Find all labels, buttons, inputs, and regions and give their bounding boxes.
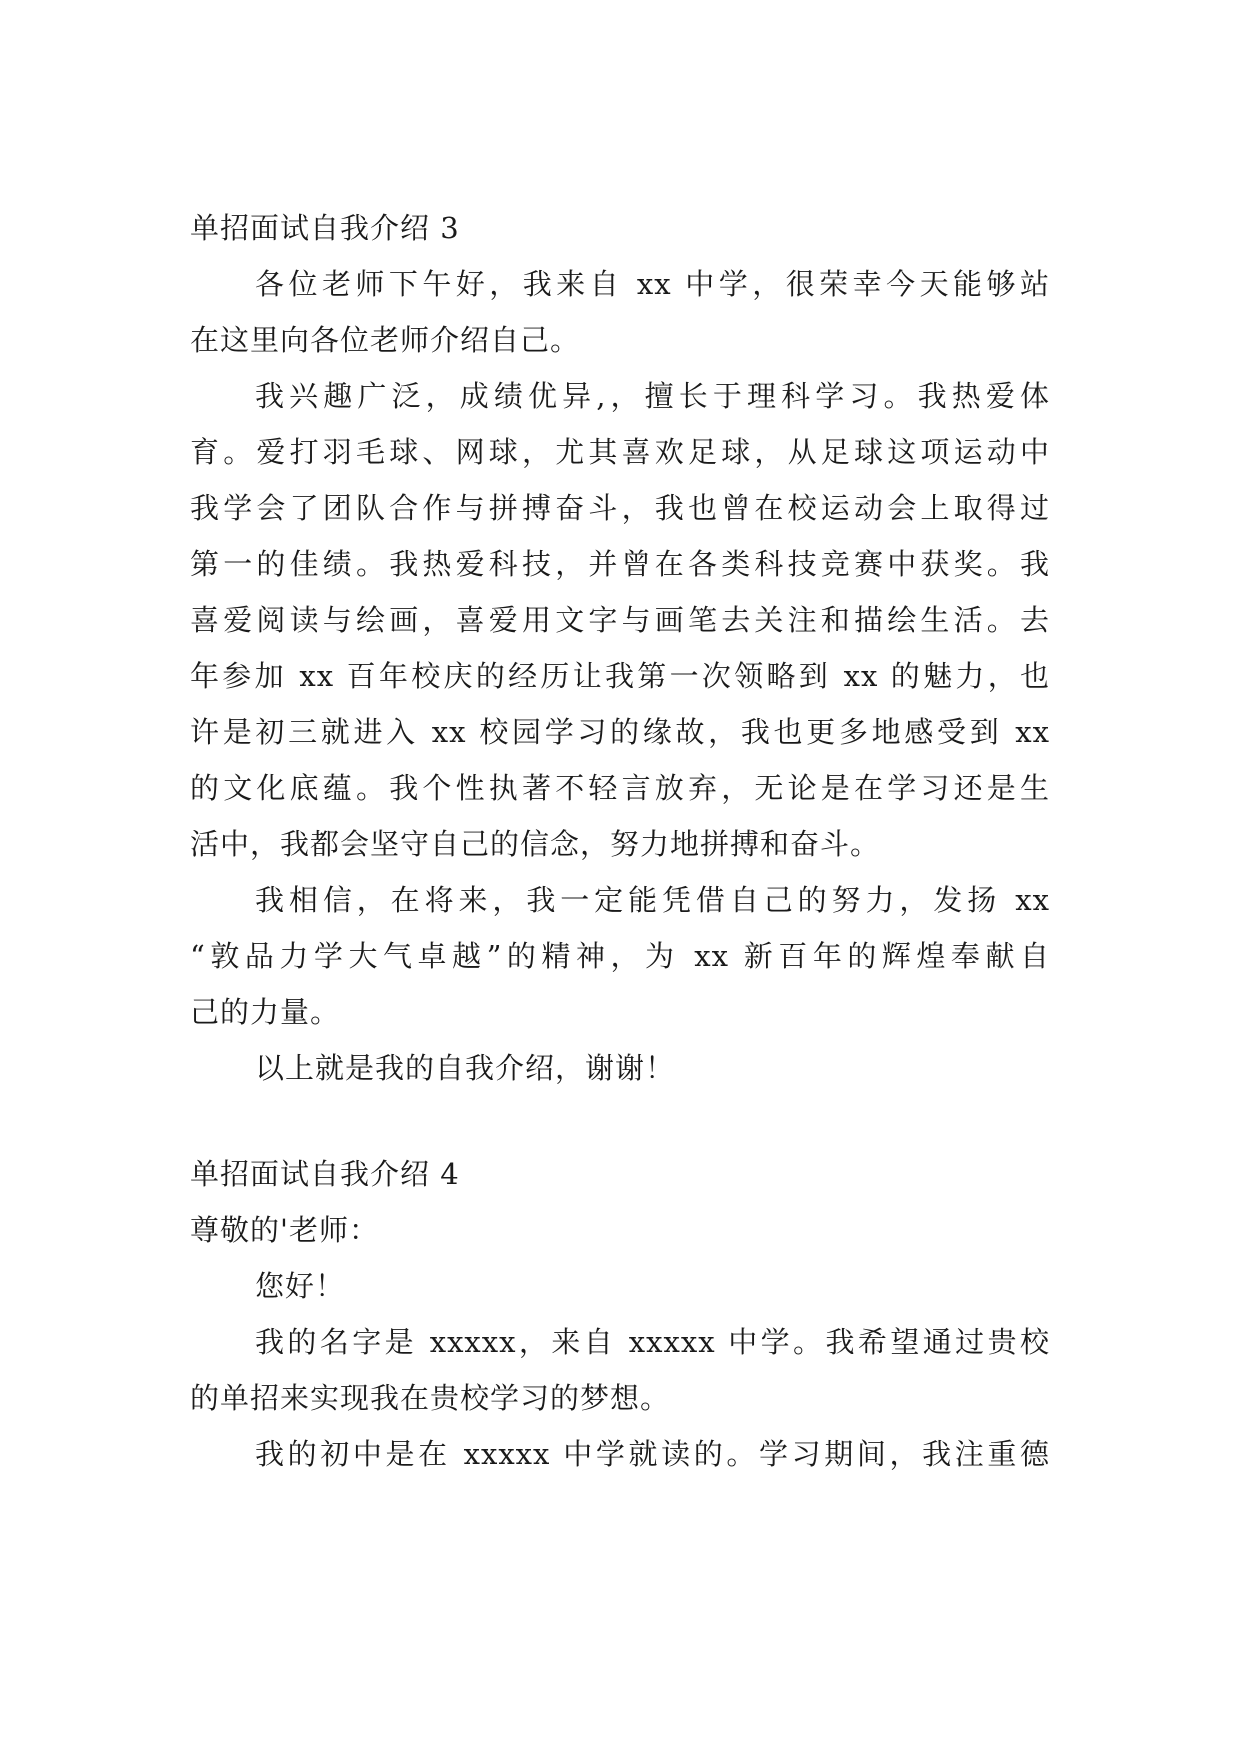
paragraph-line: 我兴趣广泛，成绩优异,，擅长于理科学习。我热爱体 xyxy=(255,379,1050,413)
paragraph-line: 我相信，在将来，我一定能凭借自己的努力，发扬 xx xyxy=(255,883,1050,917)
paragraph-line: 各位老师下午好，我来自 xx 中学，很荣幸今天能够站 xyxy=(255,267,1050,301)
paragraph-line: 育。爱打羽毛球、网球，尤其喜欢足球，从足球这项运动中 xyxy=(190,435,1050,469)
paragraph-line: 我的初中是在 xxxxx 中学就读的。学习期间，我注重德 xyxy=(255,1437,1050,1471)
paragraph-line: 以上就是我的自我介绍，谢谢！ xyxy=(255,1051,676,1085)
paragraph-line: 许是初三就进入 xx 校园学习的缘故，我也更多地感受到 xx xyxy=(190,715,1050,749)
paragraph-line: 活中，我都会坚守自己的信念，努力地拼搏和奋斗。 xyxy=(190,827,881,861)
salutation: 尊敬的'老师： xyxy=(190,1213,379,1247)
paragraph-line: 我学会了团队合作与拼搏奋斗，我也曾在校运动会上取得过 xyxy=(190,491,1050,525)
paragraph-line: 我的名字是 xxxxx，来自 xxxxx 中学。我希望通过贵校 xyxy=(255,1325,1050,1359)
greeting: 您好！ xyxy=(255,1269,346,1303)
paragraph-line: 的文化底蕴。我个性执著不轻言放弃，无论是在学习还是生 xyxy=(190,771,1050,805)
paragraph-line: 在这里向各位老师介绍自己。 xyxy=(190,323,581,357)
paragraph-line: “敦品力学大气卓越”的精神，为 xx 新百年的辉煌奉献自 xyxy=(190,939,1050,973)
paragraph-line: 的单招来实现我在贵校学习的梦想。 xyxy=(190,1381,671,1415)
paragraph-line: 喜爱阅读与绘画，喜爱用文字与画笔去关注和描绘生活。去 xyxy=(190,603,1050,637)
section-title: 单招面试自我介绍 3 xyxy=(190,211,460,245)
paragraph-line: 年参加 xx 百年校庆的经历让我第一次领略到 xx 的魅力，也 xyxy=(190,659,1050,693)
paragraph-line: 第一的佳绩。我热爱科技，并曾在各类科技竞赛中获奖。我 xyxy=(190,547,1050,581)
section-title: 单招面试自我介绍 4 xyxy=(190,1157,460,1191)
paragraph-line: 己的力量。 xyxy=(190,995,341,1029)
